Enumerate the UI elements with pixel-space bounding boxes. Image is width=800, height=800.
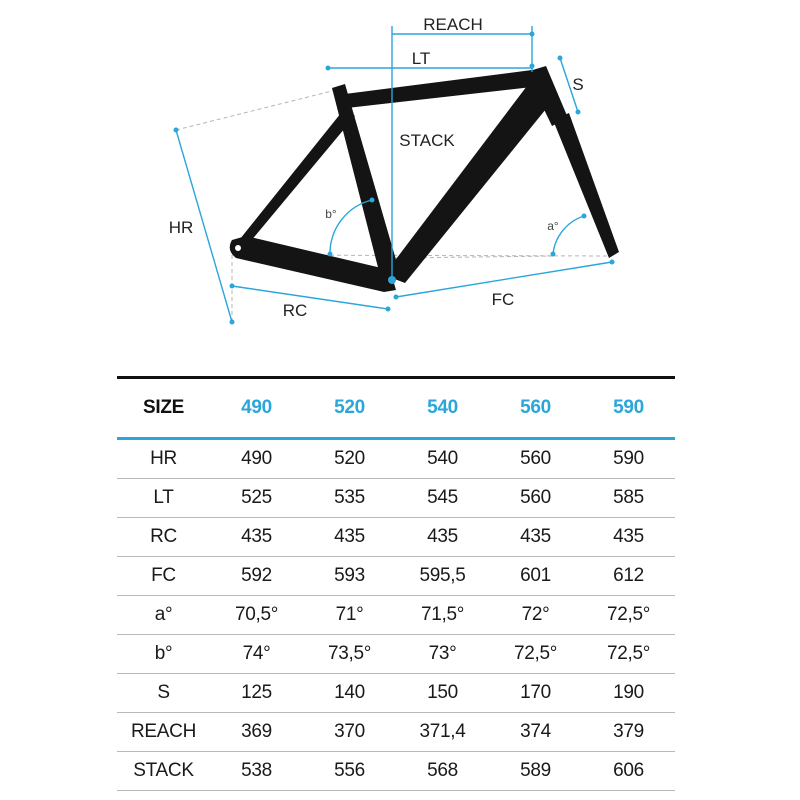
table-cell: 585 — [613, 487, 644, 508]
header-size: 490 — [241, 397, 272, 418]
row-label: LT — [153, 487, 174, 508]
table-cell: 125 — [241, 682, 272, 703]
table-cell: 606 — [613, 760, 644, 781]
table-cell: 370 — [334, 721, 365, 742]
top-tube — [337, 70, 544, 108]
table-cell: 72,5° — [513, 643, 558, 664]
table-cell: 601 — [520, 565, 551, 586]
label-fc: FC — [491, 290, 515, 309]
row-label: RC — [150, 526, 177, 547]
row-label: REACH — [130, 721, 196, 742]
header-size: 560 — [520, 397, 551, 418]
table-cell: 540 — [427, 448, 458, 469]
chain-stay — [230, 236, 396, 292]
table-cell: 71,5° — [420, 604, 465, 625]
row-label: b° — [154, 643, 173, 664]
table-cell: 490 — [241, 448, 272, 469]
table-cell: 593 — [334, 565, 365, 586]
table-row — [117, 518, 675, 557]
table-cell: 560 — [520, 448, 551, 469]
table-cell: 190 — [613, 682, 644, 703]
row-label: STACK — [133, 760, 194, 781]
table-row — [117, 479, 675, 518]
table-cell: 72,5° — [606, 643, 651, 664]
table-cell: 520 — [334, 448, 365, 469]
table-cell: 435 — [334, 526, 365, 547]
table-cell: 592 — [241, 565, 272, 586]
table-cell: 595,5 — [419, 565, 466, 586]
label-stack: STACK — [399, 131, 455, 150]
table-cell: 556 — [334, 760, 365, 781]
table-cell: 369 — [241, 721, 272, 742]
table-cell: 589 — [520, 760, 551, 781]
table-cell: 435 — [613, 526, 644, 547]
table-row — [117, 557, 675, 596]
table-cell: 590 — [613, 448, 644, 469]
table-cell: 435 — [520, 526, 551, 547]
table-cell: 560 — [520, 487, 551, 508]
table-cell: 72° — [521, 604, 550, 625]
seat-stay — [236, 108, 355, 244]
table-cell: 72,5° — [606, 604, 651, 625]
table-cell: 150 — [427, 682, 458, 703]
row-label: a° — [154, 604, 173, 625]
table-cell: 74° — [242, 643, 271, 664]
down-tube — [384, 78, 550, 283]
table-cell: 374 — [520, 721, 551, 742]
table-cell: 435 — [427, 526, 458, 547]
table-cell: 70,5° — [234, 604, 279, 625]
label-angle-b: b° — [325, 207, 337, 221]
table-row — [117, 713, 675, 752]
table-cell: 170 — [520, 682, 551, 703]
table-cell: 73,5° — [327, 643, 372, 664]
table-cell: 612 — [613, 565, 644, 586]
table-body — [117, 440, 675, 791]
table-cell: 71° — [335, 604, 364, 625]
frame-geometry-diagram — [0, 0, 800, 340]
table-cell: 545 — [427, 487, 458, 508]
label-s: S — [572, 75, 584, 94]
label-reach: REACH — [423, 15, 483, 34]
header-label-size: SIZE — [142, 397, 185, 418]
row-label: S — [157, 682, 170, 703]
table-cell: 525 — [241, 487, 272, 508]
header-size: 540 — [427, 397, 458, 418]
geometry-table — [117, 376, 675, 791]
header-size: 590 — [613, 397, 644, 418]
header-size: 520 — [334, 397, 365, 418]
table-cell: 140 — [334, 682, 365, 703]
table-header-row — [117, 379, 675, 440]
table-row — [117, 674, 675, 713]
table-cell: 371,4 — [419, 721, 466, 742]
table-cell: 568 — [427, 760, 458, 781]
row-label: HR — [150, 448, 177, 469]
label-rc: RC — [282, 301, 308, 320]
row-label: FC — [151, 565, 176, 586]
bike-frame — [230, 66, 619, 292]
table-cell: 538 — [241, 760, 272, 781]
table-row — [117, 440, 675, 479]
table-row — [117, 752, 675, 791]
label-hr: HR — [168, 218, 194, 237]
table-cell: 73° — [428, 643, 457, 664]
table-cell: 435 — [241, 526, 272, 547]
label-angle-a: a° — [547, 219, 559, 233]
table-row — [117, 596, 675, 635]
fork — [553, 113, 619, 258]
table-cell: 379 — [613, 721, 644, 742]
table-cell: 535 — [334, 487, 365, 508]
label-lt: LT — [411, 49, 431, 68]
table-row — [117, 635, 675, 674]
